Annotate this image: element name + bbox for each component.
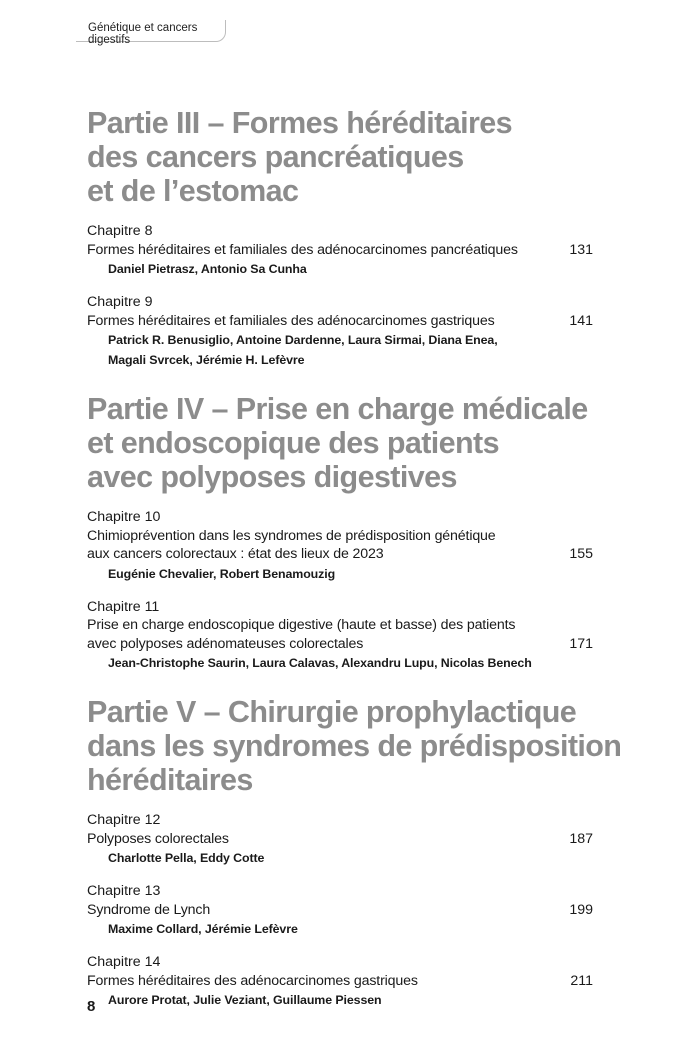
part-title-line: avec polyposes digestives — [87, 460, 457, 494]
toc-entry[interactable] — [87, 508, 593, 584]
chapter-title-line: aux cancers colorectaux : état des lieux de 2023 — [87, 546, 384, 562]
chapter-authors: Daniel Pietrasz, Antonio Sa Cunha — [108, 262, 307, 276]
chapter-title-line: Formes héréditaires et familiales des adénocarcinomes pancréatiques — [87, 241, 518, 258]
chapter-label: Chapitre 12 — [87, 812, 161, 828]
chapter-label: Chapitre 9 — [87, 294, 153, 310]
page-number: 199 — [569, 901, 593, 918]
page-number: 131 — [569, 241, 593, 258]
chapter-title-line: Chimioprévention dans les syndromes de prédisposition génétique — [87, 527, 496, 544]
chapter-title — [87, 527, 593, 564]
chapter-authors: Aurore Protat, Julie Veziant, Guillaume Piessen — [108, 993, 382, 1007]
chapter-title — [87, 972, 593, 991]
chapter-authors: Magali Svrcek, Jérémie H. Lefèvre — [108, 353, 305, 367]
page-number: 141 — [569, 312, 593, 329]
table-of-contents — [87, 106, 622, 1024]
toc-entry[interactable] — [87, 882, 593, 939]
toc-entry[interactable] — [87, 222, 593, 279]
chapter-authors: Jean-Christophe Saurin, Laura Calavas, Alexandru Lupu, Nicolas Benech — [108, 656, 532, 670]
chapter-label: Chapitre 13 — [87, 883, 161, 899]
chapter-title — [87, 241, 593, 260]
chapter-title — [87, 901, 593, 920]
page-number: 211 — [570, 972, 593, 989]
chapter-title-line: Formes héréditaires des adénocarcinomes gastriques — [87, 972, 418, 989]
chapter-title — [87, 312, 593, 331]
part-title-line: et de l’estomac — [87, 174, 299, 208]
toc-entry[interactable] — [87, 598, 593, 674]
chapter-authors: Maxime Collard, Jérémie Lefèvre — [108, 922, 298, 936]
chapter-label: Chapitre 8 — [87, 223, 153, 239]
chapter-title-line: Polyposes colorectales — [87, 830, 229, 847]
chapter-title-line: Prise en charge endoscopique digestive (haute et basse) des patients — [87, 617, 516, 633]
part-title-line: dans les syndromes de prédisposition — [87, 729, 622, 763]
toc-entry[interactable] — [87, 293, 593, 370]
page-number: 171 — [569, 635, 593, 652]
part-title-line: Partie III – Formes héréditaires — [87, 106, 512, 140]
part-title-line: Partie V – Chirurgie prophylactique — [87, 695, 577, 729]
part-title — [87, 392, 593, 494]
running-head: Génétique et cancers digestifs — [76, 20, 226, 42]
toc-entry[interactable] — [87, 953, 593, 1010]
part-title-line: Partie IV – Prise en charge médicale — [87, 392, 588, 426]
part-title — [87, 695, 622, 797]
toc-entry[interactable] — [87, 811, 593, 868]
chapter-authors: Patrick R. Benusiglio, Antoine Dardenne, Laura Sirmai, Diana Enea, — [108, 333, 498, 347]
chapter-authors: Charlotte Pella, Eddy Cotte — [108, 851, 265, 865]
part-title-line: et endoscopique des patients — [87, 426, 499, 460]
chapter-label: Chapitre 10 — [87, 509, 161, 525]
chapter-label: Chapitre 11 — [87, 598, 160, 615]
chapter-title — [87, 616, 593, 653]
chapter-title-line: avec polyposes adénomateuses colorectales — [87, 635, 364, 652]
chapter-title-line: Formes héréditaires et familiales des adénocarcinomes gastriques — [87, 312, 495, 329]
part-title-line: des cancers pancréatiques — [87, 140, 464, 174]
part-title-line: héréditaires — [87, 763, 253, 797]
page-number: 187 — [569, 830, 593, 847]
chapter-label: Chapitre 14 — [87, 954, 161, 970]
page-folio: 8 — [87, 998, 96, 1015]
chapter-authors: Eugénie Chevalier, Robert Benamouzig — [108, 566, 336, 581]
chapter-title — [87, 830, 593, 849]
page-number: 155 — [569, 546, 593, 562]
part-title — [87, 106, 593, 208]
chapter-title-line: Syndrome de Lynch — [87, 901, 211, 918]
